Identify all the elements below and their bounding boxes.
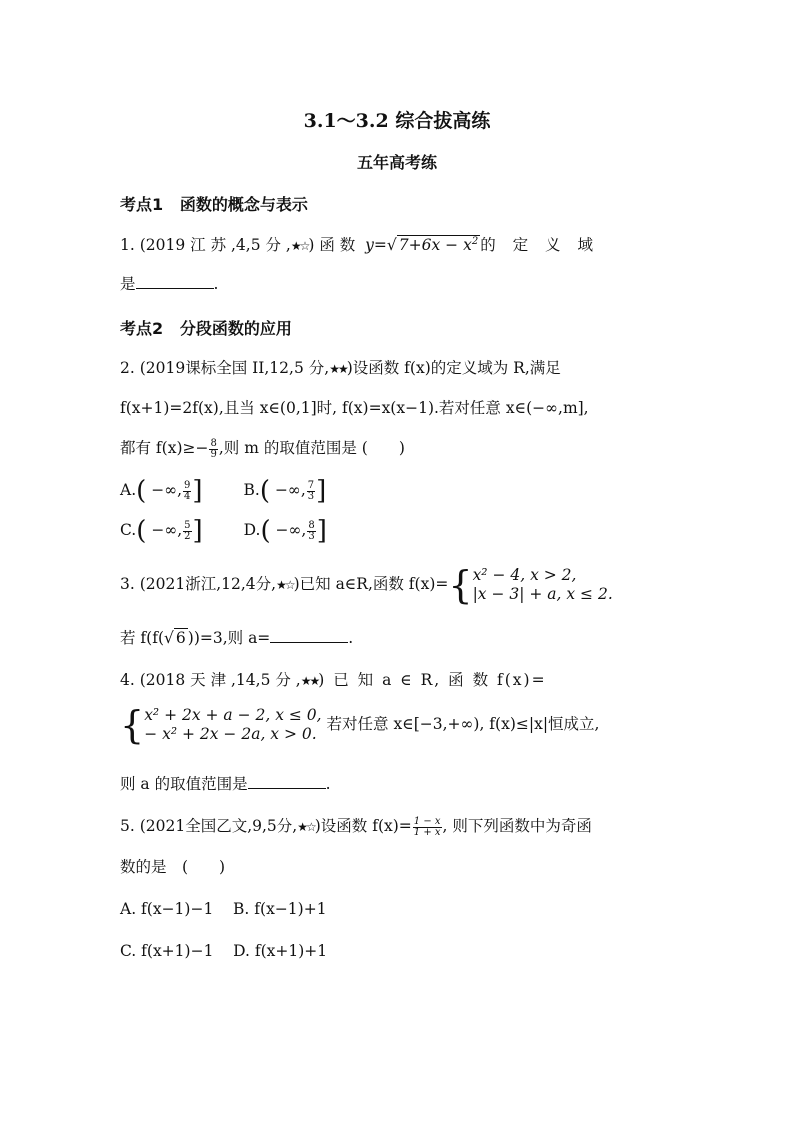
- exponent: 2: [471, 236, 479, 247]
- question-5-line-1: [120, 816, 592, 838]
- case-1: x² + 2x + a − 2, x ≤ 0,: [144, 706, 322, 724]
- question-text: )设函数 f(x)=: [314, 817, 412, 835]
- denominator: 1 + x: [413, 826, 441, 838]
- answer-blank[interactable]: [248, 774, 326, 789]
- fraction: [413, 817, 442, 838]
- question-text: 都有 f(x)≥−: [120, 439, 209, 457]
- question-source: 4. (2018 天 津 ,14,5 分 ,: [120, 671, 301, 689]
- left-brace: {: [120, 703, 145, 747]
- option-text: −∞,: [275, 521, 307, 539]
- question-text: 则 a 的取值范围是: [120, 775, 248, 793]
- math-expression: y=: [365, 236, 387, 255]
- question-2-line-2: [120, 398, 589, 418]
- question-2-options-row-1: [120, 476, 327, 506]
- difficulty-stars-icon: ★☆: [276, 578, 294, 592]
- question-text: ) 函 数: [308, 236, 356, 255]
- question-text: 若对任意 x∈[−3,+∞), f(x)≤|x|恒成立,: [326, 715, 600, 733]
- section-label: 考点2: [120, 319, 164, 338]
- question-4-line-3: [120, 774, 331, 794]
- fraction: [307, 481, 315, 502]
- question-5-options-row-2: [120, 941, 327, 961]
- question-text: )设函数 f(x)的定义域为 R,满足: [346, 359, 561, 377]
- question-text: ) 已 知 a ∈ R, 函 数 f(x)=: [318, 671, 547, 689]
- option-d[interactable]: D. f(x+1)+1: [233, 942, 328, 960]
- question-source: 1. (2019 江 苏 ,4,5 分 ,: [120, 236, 291, 255]
- answer-blank[interactable]: [270, 628, 348, 643]
- option-c[interactable]: C.( −∞, $\frac{5}{2}$ ]: [120, 516, 203, 546]
- answer-blank[interactable]: [136, 274, 214, 289]
- fraction: [307, 521, 315, 542]
- difficulty-stars-icon: ★☆: [290, 239, 309, 254]
- option-label: B.: [243, 481, 260, 499]
- question-2-line-1: [120, 358, 561, 379]
- question-text: f(x+1)=2f(x),且当 x∈(0,1]时, f(x)=x(x−1).若对任意 x∈(−∞,m],: [120, 399, 589, 417]
- numerator: 9: [184, 479, 191, 491]
- difficulty-stars-icon: ★★: [329, 362, 347, 376]
- case-2: − x² + 2x − 2a, x > 0.: [144, 725, 317, 743]
- question-text: )已知 a∈R,函数 f(x)=: [293, 575, 449, 593]
- radicand: 6: [175, 629, 186, 647]
- question-4-line-2: [120, 703, 600, 747]
- question-4-line-1: [120, 670, 547, 691]
- difficulty-stars-icon: ★☆: [297, 820, 315, 834]
- section-name: 分段函数的应用: [179, 319, 292, 338]
- question-2-line-3: [120, 438, 405, 460]
- case-2: |x − 3| + a, x ≤ 2.: [472, 585, 613, 603]
- fraction: [183, 481, 191, 502]
- page-subtitle: 五年高考练: [356, 153, 437, 172]
- question-source: 5. (2021全国乙文,9,5分,: [120, 817, 298, 835]
- question-1-line-2: [120, 274, 218, 294]
- question-5-line-2: [120, 857, 225, 877]
- option-text: −∞,: [151, 521, 183, 539]
- question-source: 3. (2021浙江,12,4分,: [120, 575, 277, 593]
- option-label: A.: [120, 481, 137, 499]
- question-3-line-2: 若 f(f(√ 6 ))=3,则 a= .: [120, 629, 354, 647]
- left-brace: {: [448, 563, 473, 607]
- numerator: 8: [308, 519, 315, 531]
- numerator: 1 − x: [413, 815, 441, 827]
- option-label: C.: [120, 521, 137, 539]
- denominator: 3: [308, 530, 315, 542]
- question-text: , 则下列函数中为奇函: [442, 817, 592, 835]
- question-text: 若 f(f(: [120, 629, 164, 647]
- numerator: 8: [210, 437, 217, 449]
- case-1: x² − 4, x > 2,: [472, 566, 577, 584]
- denominator: 2: [184, 530, 191, 542]
- piecewise-cases: [473, 566, 613, 604]
- section-name: 函数的概念与表示: [179, 195, 308, 214]
- question-text: 是: [120, 275, 136, 293]
- denominator: 3: [307, 490, 315, 502]
- question-source: 2. (2019课标全国 II,12,5 分,: [120, 359, 330, 377]
- question-text: 的 定 义 域: [480, 236, 599, 255]
- numerator: 7: [307, 479, 315, 491]
- denominator: 4: [184, 490, 191, 502]
- piecewise-cases: [144, 706, 321, 744]
- option-d[interactable]: D.( −∞, $\frac{8}{3}$ ]: [243, 516, 327, 546]
- punctuation: .: [348, 629, 354, 647]
- section-label: 考点1: [120, 195, 164, 214]
- punctuation: .: [325, 775, 331, 793]
- question-text: 数的是 ( ): [120, 858, 226, 876]
- fraction: [209, 439, 217, 460]
- question-text: ,则 m 的取值范围是 ( ): [218, 439, 405, 457]
- question-1-line-1: 1. (2019 江 苏 ,4,5 分 ,★☆) 函 数 y=√ $7+6x - x^2$ 的 定 义 域: [120, 236, 599, 255]
- question-text: ))=3,则 a=: [187, 629, 271, 647]
- section-heading-2: [120, 316, 292, 339]
- option-a[interactable]: A. f(x−1)−1: [120, 900, 214, 918]
- page-title: 3.1～3.2 综合拔高练: [303, 110, 491, 132]
- denominator: 9: [210, 448, 217, 460]
- option-text: −∞,: [274, 481, 306, 499]
- difficulty-stars-icon: ★★: [300, 674, 319, 688]
- option-a[interactable]: A.( −∞, $\frac{9}{4}$ ]: [120, 476, 203, 506]
- option-text: −∞,: [151, 481, 183, 499]
- question-3-line-1: [120, 563, 613, 607]
- option-c[interactable]: C. f(x+1)−1: [120, 942, 214, 960]
- question-2-options-row-2: [120, 516, 327, 546]
- question-5-options-row-1: [120, 899, 327, 919]
- option-b[interactable]: B. f(x−1)+1: [233, 900, 327, 918]
- radicand: 7+6x − x: [398, 236, 472, 255]
- fraction: [183, 521, 191, 542]
- section-heading-1: [120, 192, 308, 215]
- option-label: D.: [243, 521, 261, 539]
- option-b[interactable]: B.( −∞, $\frac{7}{3}$ ]: [243, 476, 327, 506]
- punctuation: .: [213, 275, 219, 293]
- numerator: 5: [184, 519, 191, 531]
